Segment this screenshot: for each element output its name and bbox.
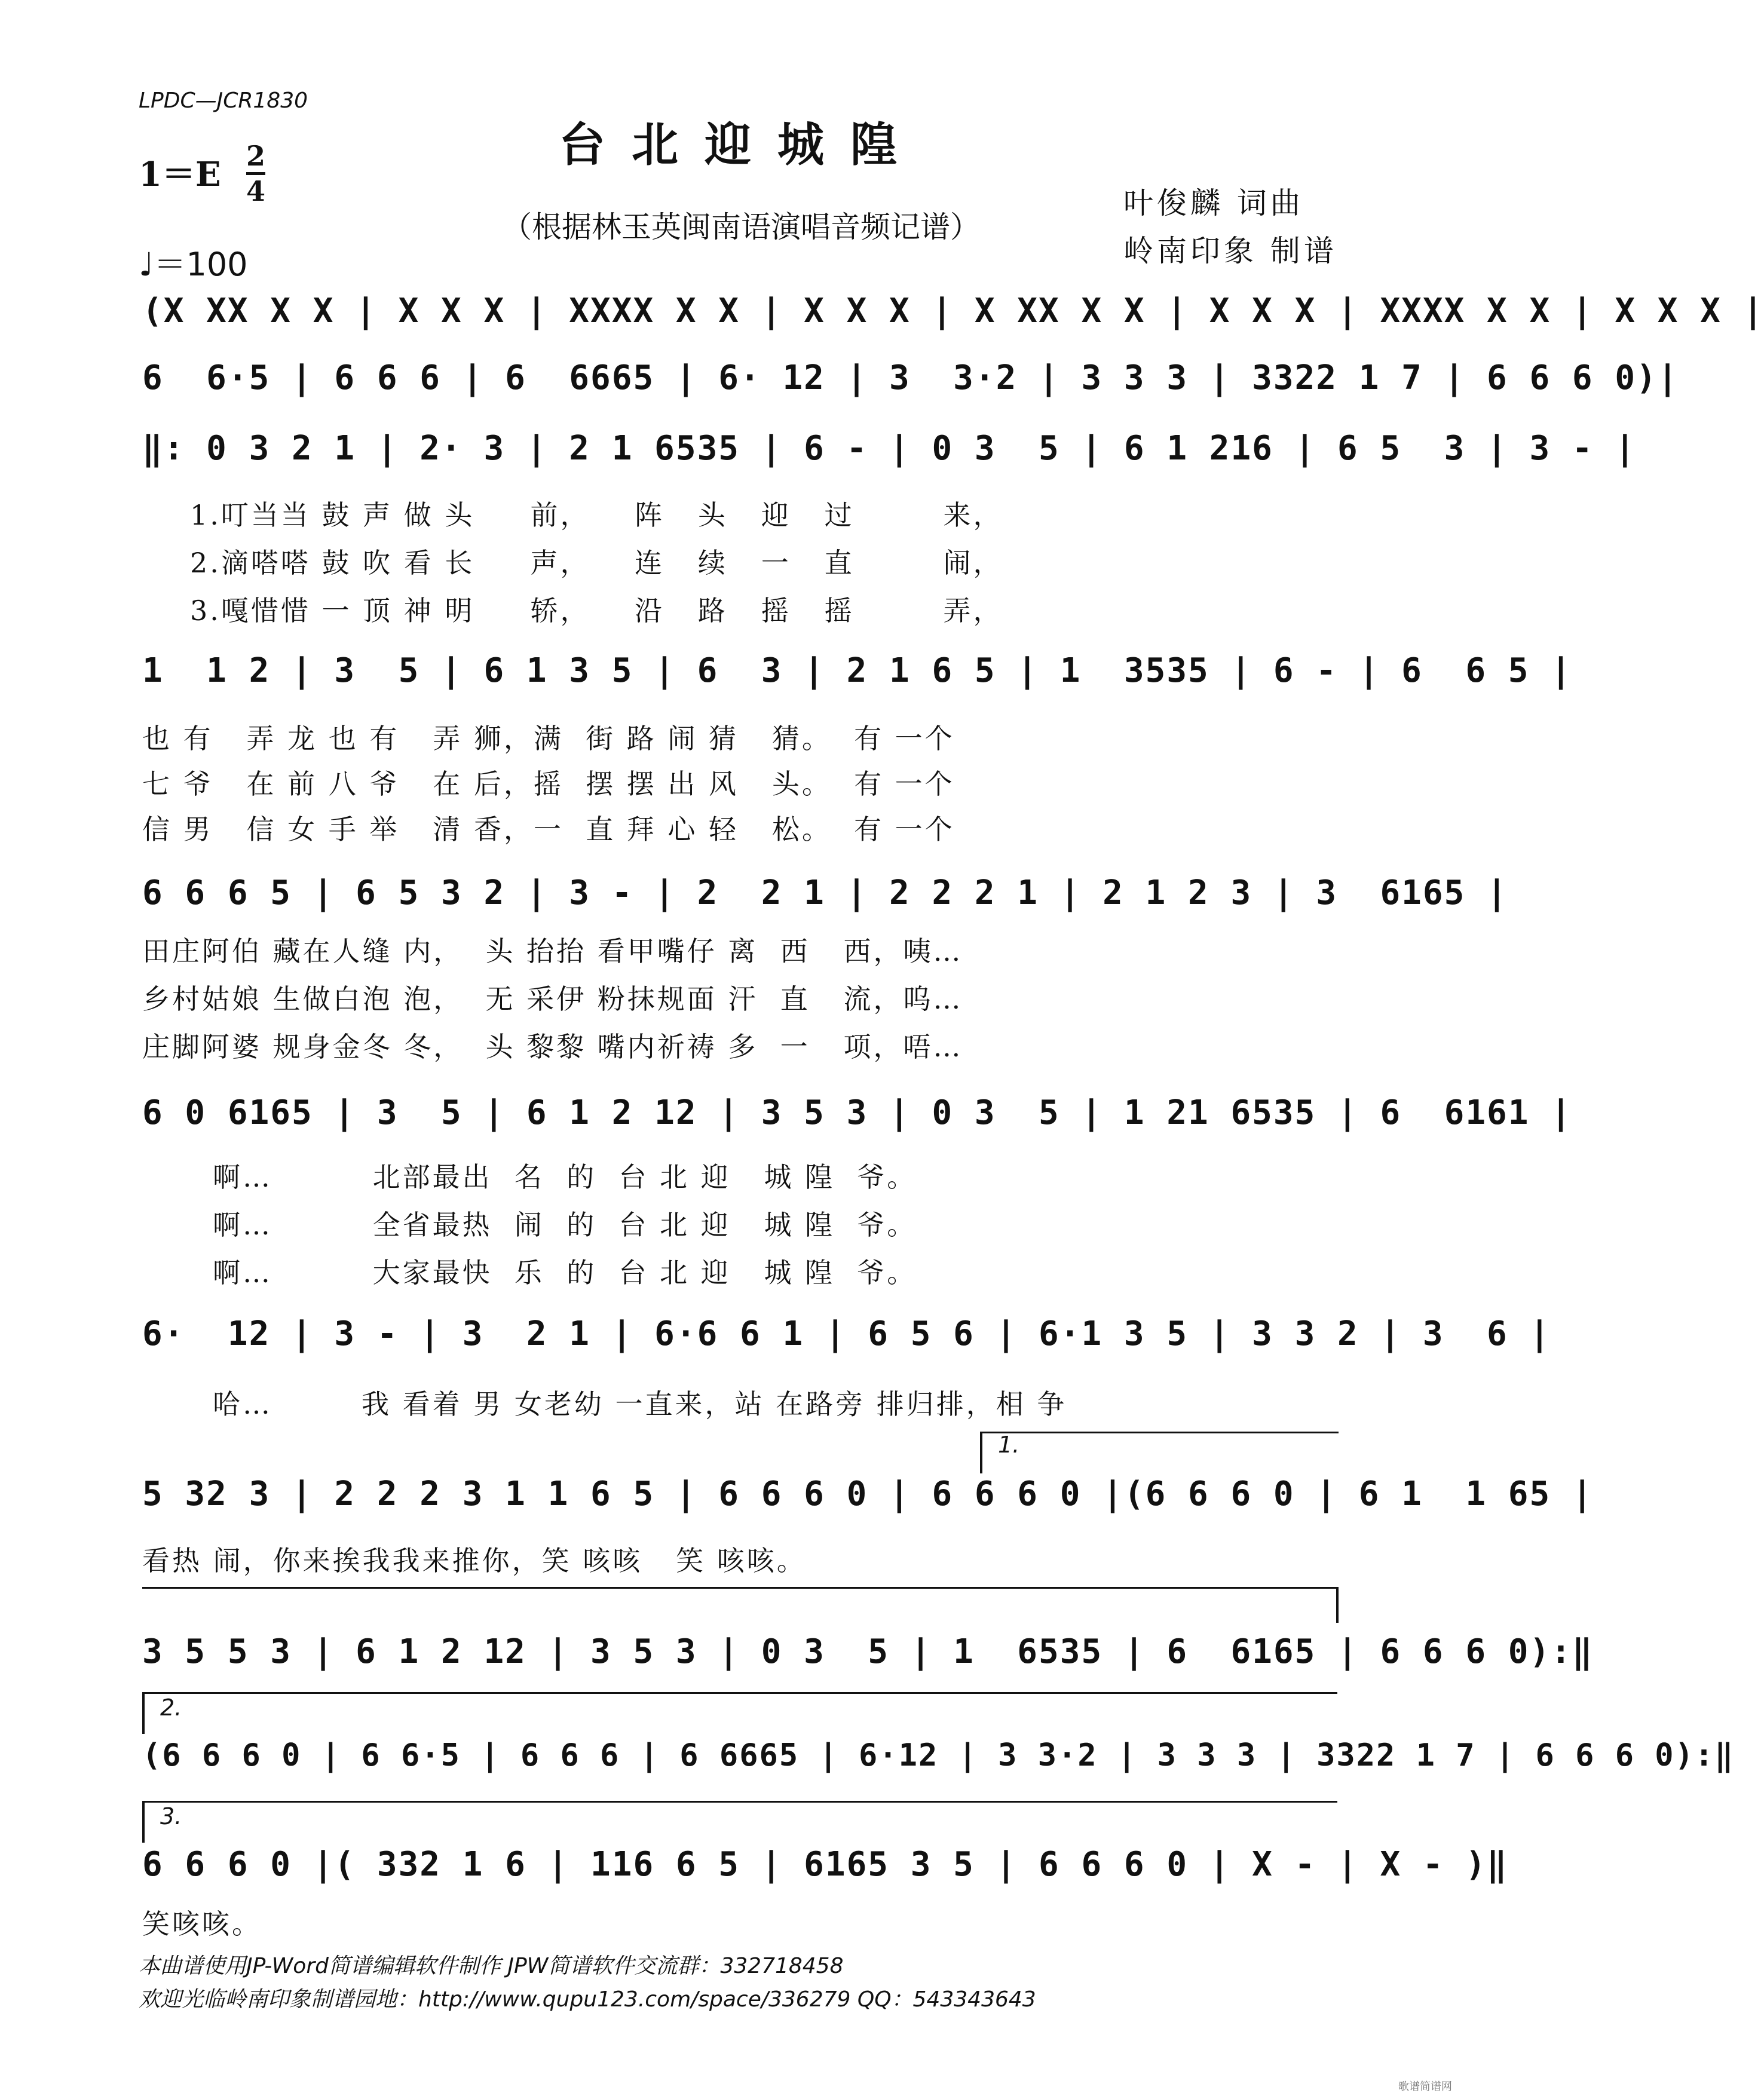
lyric-verse3-d: 啊… 大家最快 乐 的 台 北 迎 城 隍 爷。 [213,1257,917,1289]
lyric-verse2-c: 乡村姑娘 生做白泡 泡， 无 采伊 粉抹规面 汗 直 流，呜… [142,983,963,1015]
score-line-11: 6 6 6 0 |( 332 1 6 | 116 6 5 | 6165 3 5 | 6 6 6 0 | X - | X - )‖ [142,1845,1508,1884]
score-line-8: 5 32 3 | 2 2 2 3 1 1 6 5 | 6 6 6 0 | 6 6 6 0 |(6 6 6 0 | 6 1 1 65 | [142,1475,1594,1513]
lyric-verse1-a: 1.叮当当 鼓 声 做 头 前， 阵 头 迎 过 来， [190,499,1003,531]
score-line-9: 3 5 5 3 | 6 1 2 12 | 3 5 3 | 0 3 5 | 1 6535 | 6 6165 | 6 6 6 0):‖ [142,1632,1594,1671]
lyric-verse1-c: 田庄阿伯 藏在人缝 内， 头 抬抬 看甲嘴仔 离 西 西，咦… [142,935,963,967]
lyric-line-f: 看热 闹，你来挨我我来推你，笑 咳咳 笑 咳咳。 [142,1545,807,1577]
score-code: LPDC—JCR1830 [139,88,308,113]
score-line-10: (6 6 6 0 | 6 6·5 | 6 6 6 | 6 6665 | 6·12 | 3 3·2 | 3 3 3 | 3322 1 7 | 6 6 6 0):‖ [142,1738,1735,1773]
song-title: 台北迎城隍 [558,118,923,172]
credit-notation: 岭南印象 制谱 [1123,234,1337,268]
volta-2-label: 2. [160,1694,182,1721]
score-line-7: 6· 12 | 3 - | 3 2 1 | 6·6 6 1 | 6 5 6 | 6·1 3 5 | 3 3 2 | 3 6 | [142,1314,1551,1353]
volta-1-continuation [142,1587,1337,1589]
volta-3-hook [142,1801,145,1843]
score-line-3: ‖: 0 3 2 1 | 2· 3 | 2 1 6535 | 6 - | 0 3 5 | 6 1 216 | 6 5 3 | 3 - | [142,429,1637,468]
lyric-line-e: 哈… 我 看着 男 女老幼 一直来，站 在路旁 排归排，相 争 [213,1388,1067,1420]
watermark: 歌谱简谱网 [1398,2080,1452,2093]
song-subtitle: （根据林玉英闽南语演唱音频记谱） [502,210,980,244]
lyric-line-g: 笑咳咳。 [142,1908,262,1940]
score-line-2: 6 6·5 | 6 6 6 | 6 6665 | 6· 12 | 3 3·2 | 3 3 3 | 3322 1 7 | 6 6 6 0)| [142,358,1679,397]
score-line-5: 6 6 6 5 | 6 5 3 2 | 3 - | 2 2 1 | 2 2 2 1 | 2 1 2 3 | 3 6165 | [142,874,1508,912]
score-line-6: 6 0 6165 | 3 5 | 6 1 2 12 | 3 5 3 | 0 3 5 | 1 21 6535 | 6 6161 | [142,1093,1572,1132]
volta-1-hook [980,1432,982,1473]
footer-line-2: 欢迎光临岭南印象制谱园地：http://www.qupu123.com/space/336279 QQ：543343643 [139,1987,1036,2012]
lyric-verse2-b: 七 爷 在 前 八 爷 在 后，摇 摆 摆 出 风 头。 有 一个 [142,768,955,800]
volta-2-hook [142,1692,145,1734]
time-sig-top: 2 [246,140,266,172]
lyric-verse2-d: 啊… 全省最热 闹 的 台 北 迎 城 隍 爷。 [213,1209,917,1241]
footer-line-1: 本曲谱使用JP-Word简谱编辑软件制作 JPW简谱软件交流群：332718458 [139,1954,844,1978]
lyric-verse3-c: 庄脚阿婆 规身金冬 冬， 头 黎黎 嘴内祈祷 多 一 项，唔… [142,1031,963,1063]
score-line-4: 1 1 2 | 3 5 | 6 1 3 5 | 6 3 | 2 1 6 5 | 1 3535 | 6 - | 6 6 5 | [142,651,1572,690]
credit-lyric-music: 叶俊麟 词曲 [1123,186,1304,220]
key-signature: 1＝E [139,155,221,194]
volta-2-bracket [142,1692,1337,1694]
lyric-verse1-b: 也 有 弄 龙 也 有 弄 狮，满 街 路 闹 猜 猜。 有 一个 [142,722,955,755]
volta-1-label: 1. [998,1432,1020,1458]
time-signature [246,142,265,205]
volta-1-end-hook [1336,1587,1339,1623]
time-sig-bottom: 4 [246,175,266,207]
volta-3-bracket [142,1801,1337,1803]
lyric-verse3-a: 3.嘎惜惜 一 顶 神 明 轿， 沿 路 摇 摇 弄， [190,595,1003,627]
lyric-verse1-d: 啊… 北部最出 名 的 台 北 迎 城 隍 爷。 [213,1161,917,1193]
lyric-verse2-a: 2.滴嗒嗒 鼓 吹 看 长 声， 连 续 一 直 闹， [190,547,1003,579]
volta-3-label: 3. [160,1803,182,1830]
volta-1-bracket [980,1432,1339,1433]
lyric-verse3-b: 信 男 信 女 手 举 清 香，一 直 拜 心 轻 松。 有 一个 [142,813,955,845]
score-line-1: (X XX X X | X X X | XXXX X X | X X X | X XX X X | X X X | XXXX X X | X X X | [142,292,1764,330]
tempo-marking: ♩＝100 [139,246,248,283]
